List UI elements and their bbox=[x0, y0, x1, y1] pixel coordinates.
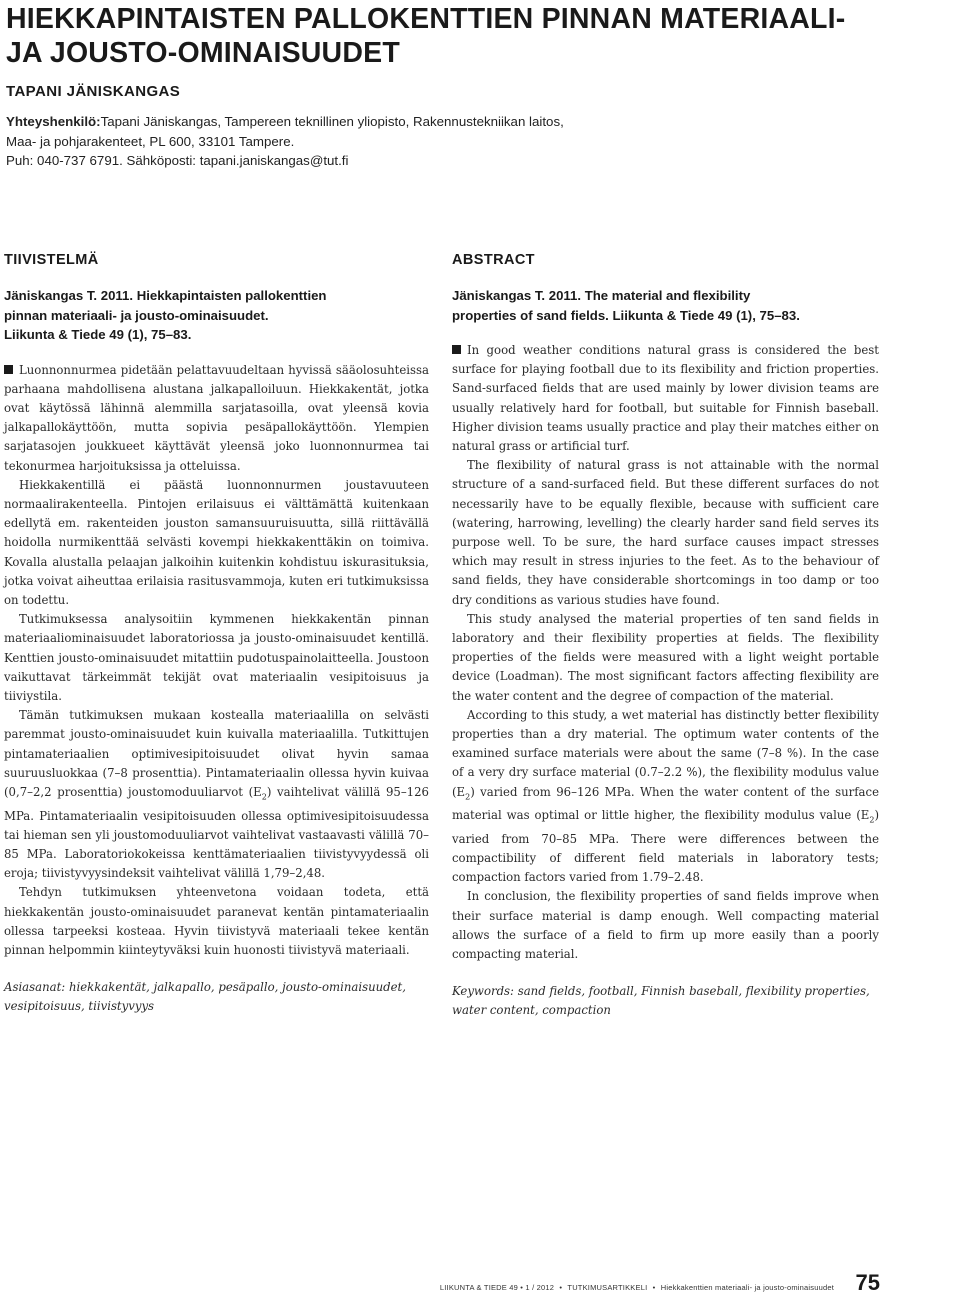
paragraph: This study analysed the material properties of ten sand fields in laboratory and their flexibility properties at fields. The flexibility properties of the fields were measured with a light weight portable device (Loadman). The most significant factors affecting flexibility are the water content and the degree of compaction of the material. bbox=[452, 611, 879, 703]
paragraph: Hiekkakentillä ei päästä luonnonnurmen joustavuuteen normaalirakenteella. Pintojen erilaisuus ei välttämättä kuitenkaan edellytä em. rakenteiden jouston samansuuruisuutta, sillä riittävällä hoidolla nurmikenttää selvästi kovempi hiekkakenttäkin on toimiva. Kovalla alustalla pelaajan jalkoihin kuitenkin kohdistuu iskurasituksia, jotka voivat aiheuttaa erilaisia rasitusvammoja, kuten eri tutkimuksissa on todettu. bbox=[4, 477, 429, 607]
footer-journal: LIIKUNTA & TIEDE 49 • 1 / 2012 bbox=[439, 1283, 555, 1292]
footer-section: TUTKIMUSARTIKKELI bbox=[567, 1283, 648, 1292]
citation-line-2: pinnan materiaali- ja jousto-ominaisuudet. bbox=[4, 307, 269, 323]
paragraph: In good weather conditions natural grass is considered the best surface for playing football due to its flexibility and friction properties. Sand-surfaced fields that are used mainly by lower division teams are usually relatively hard for football, but suitable for Finnish baseball. Higher division teams usually practice and play their matches either on natural grass or artificial turf. bbox=[452, 343, 879, 454]
contact-label: Yhteyshenkilö: bbox=[6, 114, 101, 129]
citation-line-1: Jäniskangas T. 2011. The material and flexibility bbox=[452, 288, 751, 303]
paragraph: The flexibility of natural grass is not attainable with the normal structure of a sand-surfaced field. But these different surfaces do not necessarily have to be equally flexible, because with sufficient care (watering, harrowing, levelling) the clearly harder sand field serves its purpose well. To be sure, the hard surface causes impact stresses which may result in stress injuries to the feet. As to the behaviour of sand fields, they have considerable shortcomings in too damp or too dry conditions as various studies have found. bbox=[452, 458, 879, 607]
bullet-icon: • bbox=[652, 1283, 656, 1292]
paragraph: Luonnonnurmea pidetään pelattavuudeltaan hyvissä sääolosuhteissa parhaana mahdollisena alustana jalkapalloiluun. Hiekkakentät, jotka ovat käytössä lähinnä alemmilla sarjatasoilla, ovat yleensä kovia jalkapallokäyttöön, mutta sopivia pesäpallokäyttöön. Ylempien sarjatasojen joukkueet käyttävät yleensä joko luonnonnurmea tai tekonurmea harjoituksissa ja otteluissa. bbox=[4, 362, 429, 473]
bullet-icon: • bbox=[559, 1283, 563, 1292]
footer-running-title: Hiekkakenttien materiaali- ja jousto-ominaisuudet bbox=[660, 1283, 834, 1292]
title-line-1: HIEKKAPINTAISTEN PALLOKENTTIEN PINNAN MATERIAALI- bbox=[6, 3, 846, 35]
article-title bbox=[6, 2, 946, 70]
article-header bbox=[6, 2, 946, 171]
square-bullet-icon bbox=[452, 345, 461, 354]
title-line-2: JA JOUSTO-OMINAISUUDET bbox=[6, 37, 400, 69]
abstract-heading: ABSTRACT bbox=[452, 252, 535, 268]
tiivistelma-keywords: Asiasanat: hiekkakentät, jalkapallo, pesäpallo, jousto-ominaisuudet, vesipitoisuus, tiivistyvyys bbox=[4, 980, 406, 1014]
paragraph: According to this study, a wet material has distinctly better flexibility properties than a dry material. The optimum water contents of the examined surface materials were about the same (7–8 %). In the case of a very dry surface material (0.7–2.2 %), the flexibility modulus value $(E_2)$ varied from 96–126 MPa. When the water content of the surface material was optimal or little higher, the flexibility modulus value $(E_2)$ varied from 70–85 MPa. There were differences between the compactibility of different field materials in laboratory tests; compaction factors varied from 1.79–2.48. bbox=[452, 707, 879, 885]
tiivistelma-column bbox=[4, 252, 429, 1017]
tiivistelma-body bbox=[4, 361, 429, 961]
citation-line-3: Liikunta & Tiede 49 (1), 75–83. bbox=[4, 327, 192, 342]
square-bullet-icon bbox=[4, 365, 13, 374]
abstract-body bbox=[452, 341, 879, 964]
citation-line-1: Jäniskangas T. 2011. Hiekkapintaisten pallokenttien bbox=[4, 288, 327, 303]
paragraph: Tehdyn tutkimuksen yhteenvetona voidaan todeta, että hiekkakentän jousto-ominaisuudet paranevat kentän pintamateriaalin ollessa tarpeeksi kosteaa. Hyvin tiivistyvä materiaali tekee kentän pinnan helpommin kiinteytyväksi kuin huonosti tiivistyvä materiaali. bbox=[4, 885, 429, 957]
paragraph: Tämän tutkimuksen mukaan kostealla materiaalilla on selvästi paremmat jousto-ominaisuudet kuin kuivalla materiaalilla. Tutkittujen pintamateriaalien optimivesipitoisuudet olivat hyvin samaa suuruusluokkaa (7–8 prosenttia). Pintamateriaalin ollessa hyvin kuivaa (0,7–2,2 prosenttia) joustomoduuliarvot $(E_2)$ vaihtelivat välillä 95–126 MPa. Pintamateriaalin vesipitoisuuden ollessa optimivesipitoisuudessa tai hieman sen yli joustomoduuliarvot vaihtelivat vastaavasti välillä 70–85 MPa. Laboratoriokokeissa kenttämateriaalien tiivistyvyydessä oli eroja; tiivistyvyysindeksit vaihtelivat välillä 1,79–2,48. bbox=[4, 708, 429, 881]
paragraph: In conclusion, the flexibility properties of sand fields improve when their surface material is damp enough. Well compacting material allows the surface of a field to firm up more easily than a poorly compacting material. bbox=[452, 889, 879, 961]
contact-line-1: Tapani Jäniskangas, Tampereen teknillinen yliopisto, Rakennustekniikan laitos, bbox=[100, 114, 564, 129]
author-name: TAPANI JÄNISKANGAS bbox=[6, 83, 181, 100]
page-number: 75 bbox=[855, 1270, 880, 1295]
citation-line-2: properties of sand fields. Liikunta & Tiede 49 (1), 75–83. bbox=[452, 307, 800, 323]
contact-info bbox=[6, 112, 946, 171]
page-footer bbox=[440, 1283, 834, 1292]
contact-line-2: Maa- ja pohjarakenteet, PL 600, 33101 Tampere. bbox=[6, 133, 295, 149]
paragraph: Tutkimuksessa analysoitiin kymmenen hiekkakentän pinnan materiaaliominaisuudet laboratoriossa ja jousto-ominaisuudet kentillä. Kenttien jousto-ominaisuudet mitattiin pudotuspainolaitteella. Joustoon vaikuttavat tärkeimmät tekijät ovat materiaalin vesipitoisuus ja tiiviystila. bbox=[4, 612, 429, 703]
contact-line-3: Puh: 040-737 6791. Sähköposti: tapani.janiskangas@tut.fi bbox=[6, 153, 349, 168]
tiivistelma-heading: TIIVISTELMÄ bbox=[4, 252, 99, 268]
abstract-column bbox=[452, 252, 879, 1021]
abstract-keywords: Keywords: sand fields, football, Finnish baseball, flexibility properties, water content, compaction bbox=[452, 984, 870, 1018]
abstract-citation bbox=[452, 286, 879, 325]
tiivistelma-citation bbox=[4, 286, 429, 345]
